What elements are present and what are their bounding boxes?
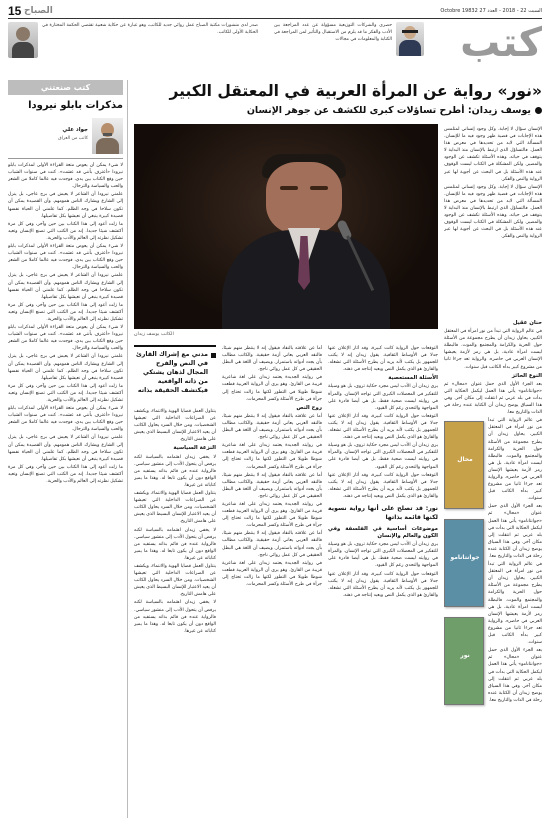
- body-paragraph: يتناول العمل قضايا الهوية والانتماء، ويكشف عن الصراعات الداخلية التي تعيشها الشخصيات. ومن خلال السرد يحاول الكاتب أن يعيد الاعتبار للإنسان البسيط الذي يعيش على هامش التاريخ.: [134, 409, 216, 443]
- subheading: موضوعات أساسية في الفلسفة وفي الكون والعالم والإنسان: [328, 525, 438, 540]
- body-paragraph: في روايته الجديدة يعتمد زيدان على لغة شاعرية قريبة من القارئ. وهو يرى أن الرواية العربية قطعت شوطا طويلا في التطور لكنها ما زالت تحتاج إلى جرأة في طرح الأسئلة وكسر المحرمات.: [222, 443, 322, 470]
- article-headline: «نور» رواية عن المرأة العربية في المعتقل الكبير: [169, 82, 542, 100]
- sidebar-author-name: جواد علي: [62, 127, 88, 133]
- body-paragraph: يرى زيدان أن الأدب ليس مجرد حكاية تروى، بل هو وسيلة للتفكير في المعضلات الكبرى التي تواجه الإنسان. والمرأة في روايته ليست ضحية فقط، بل هي أيضا قادرة على المواجهة والتحدي رغم كل القيود.: [328, 443, 438, 470]
- sidebar-paragraph: علمني نيرودا أن الشاعر لا يعيش في برج عاجي، بل ينزل إلى الشارع ويشارك الناس همومهم. وأن القصيدة يمكن أن تكون سلاحا في وجه الظلم. كما علمني أن الحياة نفسها قصيدة كبيرة ينبغي أن نعيشها بكل تفاصيلها.: [8, 192, 123, 219]
- body-paragraph: في عالم الرواية التي تبدأ من نور امرأة في المعتقل الكبير، يحاول زيدان أن يطرح مجموعة من الأسئلة حول الحرية والكرامة والمجتمع والموت. فالبطلة ليست امرأة عادية، بل هي رمز لأزمة يعيشها الإنسان العربي في حاضره. والرواية تعد جزءا ثانيا من مشروع كبير بدأه الكاتب قبل سنوات.: [444, 329, 542, 370]
- covers-text: [488, 417, 542, 717]
- sidebar-body: [8, 162, 123, 814]
- sidebar-paragraph: علمني نيرودا أن الشاعر لا يعيش في برج عاجي، بل ينزل إلى الشارع ويشارك الناس همومهم. وأن القصيدة يمكن أن تكون سلاحا في وجه الظلم. كما علمني أن الحياة نفسها قصيدة كبيرة ينبغي أن نعيشها بكل تفاصيلها.: [8, 435, 123, 462]
- body-paragraph: لا يخفي زيدان اهتمامه بالسياسة لكنه يرفض أن يتحول الأدب إلى منشور سياسي. فالرواية عنده فن قائم بذاته يستفيد من الواقع دون أن يكون تابعا له. وهذا ما يميز كتاباته عن غيرها.: [134, 527, 216, 561]
- body-paragraph: يتناول العمل قضايا الهوية والانتماء، ويكشف عن الصراعات الداخلية التي تعيشها الشخصيات. ومن خلال السرد يحاول الكاتب أن يعيد الاعتبار للإنسان البسيط الذي يعيش على هامش التاريخ.: [134, 491, 216, 525]
- sidebar-paragraph: علمني نيرودا أن الشاعر لا يعيش في برج عاجي، بل ينزل إلى الشارع ويشارك الناس همومهم. وأن القصيدة يمكن أن تكون سلاحا في وجه الظلم. كما علمني أن الحياة نفسها قصيدة كبيرة ينبغي أن نعيشها بكل تفاصيلها.: [8, 273, 123, 300]
- sidebar-paragraph: لا شيء يمكن أن يعوض متعة القراءة الأولى لمذكرات بابلو نيرودا «أعترف بأنني قد عشت». كنت في سنوات الشباب حين وقع الكتاب بين يدي، فوجدت فيه عالما كاملا من الشعر والحب والسياسة والترحال.: [8, 163, 123, 190]
- bullet-icon: [535, 107, 542, 114]
- sidebar-author-photo: [92, 118, 123, 154]
- sidebar-paragraph: علمني نيرودا أن الشاعر لا يعيش في برج عاجي، بل ينزل إلى الشارع ويشارك الناس همومهم. وأن القصيدة يمكن أن تكون سلاحا في وجه الظلم. كما علمني أن الحياة نفسها قصيدة كبيرة ينبغي أن نعيشها بكل تفاصيلها.: [8, 354, 123, 381]
- body-paragraph: يتناول العمل قضايا الهوية والانتماء، ويكشف عن الصراعات الداخلية التي تعيشها الشخصيات. ومن خلال السرد يحاول الكاتب أن يعيد الاعتبار للإنسان البسيط الذي يعيش على هامش التاريخ.: [134, 563, 216, 598]
- subheading: روح النص: [296, 404, 322, 411]
- article-photo: [134, 124, 438, 329]
- body-paragraph: يرى زيدان أن الأدب ليس مجرد حكاية تروى، بل هو وسيلة للتفكير في المعضلات الكبرى التي تواجه الإنسان. والمرأة في روايته ليست ضحية فقط، بل هي أيضا قادرة على المواجهة والتحدي رغم كل القيود.: [328, 384, 438, 411]
- body-column-3: [222, 345, 322, 818]
- brand-logo: الصباح: [24, 6, 53, 16]
- promo-right-block: [274, 22, 424, 58]
- article-subheadline-row: [134, 104, 542, 118]
- promo-right-text: حصري والشركات التوزيعية مسؤولة عن عدد المراجعة بين الأدب والفكر ما قد يلزم من الاستقبال والتأثير لمن المراجعة في الكتابة والمعلومات في مجالات: [274, 23, 392, 42]
- sidebar-paragraph: لا شيء يمكن أن يعوض متعة القراءة الأولى لمذكرات بابلو نيرودا «أعترف بأنني قد عشت». كنت في سنوات الشباب حين وقع الكتاب بين يدي، فوجدت فيه عالما كاملا من الشعر والحب والسياسة والترحال.: [8, 244, 123, 271]
- book-covers: [444, 421, 484, 711]
- pull-quote-text: مدني مع إشراك القارئ في النص والفرح المجال لذهان يشتكي من ذاته الواقعية فيكتشف الحقيقة بذاته: [135, 351, 208, 394]
- sidebar-paragraph: لا شيء يمكن أن يعوض متعة القراءة الأولى لمذكرات بابلو نيرودا «أعترف بأنني قد عشت». كنت في سنوات الشباب حين وقع الكتاب بين يدي، فوجدت فيه عالما كاملا من الشعر والحب والسياسة والترحال.: [8, 325, 123, 352]
- author-byline: حنان عقيل: [512, 320, 542, 326]
- promo-left-block: [8, 22, 258, 58]
- body-paragraph: أما عن علاقته بالنقاد فيقول إنه لا ينتظر منهم شيئا، فالنقد العربي يعاني أزمة حقيقية. والكاتب مطالب بأن يجدد أدواته باستمرار. ويضيف أن اللغة هي البطل الحقيقي في كل عمل روائي ناجح.: [222, 472, 322, 499]
- body-paragraph: بعد الجزء الأول الذي حمل عنوان «محال» ثم «جوانتانامو» يأتي هذا العمل ليكمل الحكاية التي بدأت في بلد عربي ثم انتقلت إلى مكان آخر. وفي هذا السياق يوضح زيدان أن الكتابة عنده رحلة في الذات والتاريخ معا.: [444, 381, 542, 416]
- subheading: الأسئلة المستعصية: [388, 375, 438, 382]
- subheading: النزعة السياسية: [173, 445, 216, 452]
- sidebar-paragraph: لا شيء يمكن أن يعوض متعة القراءة الأولى لمذكرات بابلو نيرودا «أعترف بأنني قد عشت». كنت في سنوات الشباب حين وقع الكتاب بين يدي، فوجدت فيه عالما كاملا من الشعر والحب والسياسة والترحال.: [8, 406, 123, 433]
- body-column-2: [328, 345, 438, 818]
- issue-line: السبت 22 - 2018 - العدد 27 Octobre 19832: [440, 8, 542, 14]
- masthead: [0, 0, 550, 76]
- body-paragraph: في روايته الجديدة يعتمد زيدان على لغة شاعرية قريبة من القارئ. وهو يرى أن الرواية العربية قطعت شوطا طويلا في التطور لكنها ما زالت تحتاج إلى جرأة في طرح الأسئلة وكسر المحرمات.: [222, 501, 322, 529]
- body-paragraph: بعد الجزء الأول الذي حمل عنوان «محال» ثم «جوانتانامو» يأتي هذا العمل ليكمل الحكاية التي بدأت في بلد عربي ثم انتقلت إلى مكان آخر. وفي هذا السياق يوضح زيدان أن الكتابة عنده رحلة في الذات والتاريخ معا.: [488, 648, 542, 703]
- intro-paragraph: الإنسان سؤال لا إجابة. وكل وجود إنساني لمتلمس هذه الإجابات في قضية ظهر وجود فيه ما للإنسان. المسألة التي لابد من تحديدها في معرض هذا العمل. فالتساؤل الذي ارتبط بالإنسان منذ البداية لا يتوقف في حياته. وهذه الأسئلة تكشف عن الوجود والمصير. ولكن المشكلة في الكتاب ليست الوقوف عند هذه الأسئلة بل في البحث عن أجوبة لها عبر الرواية والنص والفكر.: [444, 127, 542, 182]
- body-paragraph: في عالم الرواية التي تبدأ من نور امرأة في المعتقل الكبير، يحاول زيدان أن يطرح مجموعة من الأسئلة حول الحرية والكرامة والمجتمع والموت. فالبطلة ليست امرأة عادية، بل هي رمز لأزمة يعيشها الإنسان العربي في حاضره. والرواية تعد جزءا ثانيا من مشروع كبير بدأه الكاتب قبل سنوات.: [488, 562, 542, 646]
- book-cover: [444, 617, 484, 705]
- body-paragraph: التوقعات حول الرواية كانت كبيرة، وقد أثار الإعلان عنها جدلا في الأوساط الثقافية. يقول زيدان إنه لا يكتب للجمهور بل يكتب لأنه يريد أن يطرح الأسئلة التي تشغله. والقارئ هو الذي يكمل النص ويعيد إنتاجه في ذهنه.: [328, 472, 438, 499]
- body-paragraph: التوقعات حول الرواية كانت كبيرة، وقد أثار الإعلان عنها جدلا في الأوساط الثقافية. يقول زيدان إنه لا يكتب للجمهور بل يكتب لأنه يريد أن يطرح الأسئلة التي تشغله. والقارئ هو الذي يكمل النص ويعيد إنتاجه في ذهنه.: [328, 346, 438, 373]
- book-cover-title: نور: [460, 652, 470, 660]
- body-column-1: [444, 320, 542, 818]
- body-paragraph: أما عن علاقته بالنقاد فيقول إنه لا ينتظر منهم شيئا، فالنقد العربي يعاني أزمة حقيقية. والكاتب مطالب بأن يجدد أدواته باستمرار. ويضيف أن اللغة هي البطل الحقيقي في كل عمل روائي ناجح.: [222, 413, 322, 441]
- book-cover: [444, 519, 484, 607]
- body-paragraph: في عالم الرواية التي تبدأ من نور امرأة في المعتقل الكبير، يحاول زيدان أن يطرح مجموعة من الأسئلة حول الحرية والكرامة والمجتمع والموت. فالبطلة ليست امرأة عادية، بل هي رمز لأزمة يعيشها الإنسان العربي في حاضره. والرواية تعد جزءا ثانيا من مشروع كبير بدأه الكاتب قبل سنوات.: [488, 418, 542, 502]
- book-cover-title: محال: [457, 456, 473, 464]
- column-quote: نور: قد تصلح على أنها رواية نسوية لكنها قائمة بذاتها: [328, 504, 438, 521]
- article-subheadline: يوسف زيدان: أطرح تساؤلات كبرى للكشف عن جوهر الإنسان: [246, 105, 531, 116]
- sidebar-paragraph: ما زلت أعود إلى هذا الكتاب بين حين وآخر، وفي كل مرة أكتشف شيئا جديدا. إنه من الكتب التي تصنع الإنسان وتعيد تشكيل نظرته إلى العالم والأدب والحرية.: [8, 464, 123, 485]
- book-cover-title: جوانتانامو: [450, 554, 480, 562]
- body-paragraph: لا يخفي زيدان اهتمامه بالسياسة لكنه يرفض أن يتحول الأدب إلى منشور سياسي. فالرواية عنده فن قائم بذاته يستفيد من الواقع دون أن يكون تابعا له. وهذا ما يميز كتاباته عن غيرها.: [134, 454, 216, 488]
- sidebar: [8, 80, 123, 818]
- page-number: 15: [8, 4, 22, 18]
- sidebar-paragraph: ما زلت أعود إلى هذا الكتاب بين حين وآخر، وفي كل مرة أكتشف شيئا جديدا. إنه من الكتب التي تصنع الإنسان وتعيد تشكيل نظرته إلى العالم والأدب والحرية.: [8, 383, 123, 403]
- sidebar-author-role: كاتب من العراق: [58, 136, 88, 141]
- book-cover: [444, 421, 484, 509]
- sidebar-paragraph: ما زلت أعود إلى هذا الكتاب بين حين وآخر، وفي كل مرة أكتشف شيئا جديدا. إنه من الكتب التي تصنع الإنسان وتعيد تشكيل نظرته إلى العالم والأدب والحرية.: [8, 221, 123, 241]
- body-paragraph: لا يخفي زيدان اهتمامه بالسياسة لكنه يرفض أن يتحول الأدب إلى منشور سياسي. فالرواية عنده فن قائم بذاته يستفيد من الواقع دون أن يكون تابعا له. وهذا ما يميز كتاباته عن غيرها.: [134, 600, 216, 634]
- author-avatar-right: [396, 22, 424, 56]
- top-bar: [8, 4, 542, 19]
- sidebar-separator: [127, 80, 128, 818]
- sidebar-divider: [8, 158, 123, 159]
- author-avatar-left: [8, 22, 38, 58]
- sidebar-paragraph: ما زلت أعود إلى هذا الكتاب بين حين وآخر، وفي كل مرة أكتشف شيئا جديدا. إنه من الكتب التي تصنع الإنسان وتعيد تشكيل نظرته إلى العالم والأدب والحرية.: [8, 302, 123, 322]
- sidebar-header: كتب صنعتني: [8, 80, 123, 95]
- body-paragraph: يرى زيدان أن الأدب ليس مجرد حكاية تروى، بل هو وسيلة للتفكير في المعضلات الكبرى التي تواجه الإنسان. والمرأة في روايته ليست ضحية فقط، بل هي أيضا قادرة على المواجهة والتحدي رغم كل القيود.: [328, 542, 438, 569]
- body-paragraph: التوقعات حول الرواية كانت كبيرة، وقد أثار الإعلان عنها جدلا في الأوساط الثقافية. يقول زيدان إنه لا يكتب للجمهور بل يكتب لأنه يريد أن يطرح الأسئلة التي تشغله. والقارئ هو الذي يكمل النص ويعيد إنتاجه في ذهنه.: [328, 413, 438, 441]
- body-paragraph: في روايته الجديدة يعتمد زيدان على لغة شاعرية قريبة من القارئ. وهو يرى أن الرواية العربية قطعت شوطا طويلا في التطور لكنها ما زالت تحتاج إلى جرأة في طرح الأسئلة وكسر المحرمات.: [222, 560, 322, 587]
- pull-quote: [134, 345, 216, 403]
- body-paragraph: بعد الجزء الأول الذي حمل عنوان «محال» ثم «جوانتانامو» يأتي هذا العمل ليكمل الحكاية التي بدأت في بلد عربي ثم انتقلت إلى مكان آخر. وفي هذا السياق يوضح زيدان أن الكتابة عنده رحلة في الذات والتاريخ معا.: [488, 504, 542, 559]
- section-title: كتب: [460, 20, 542, 66]
- subheading: النوع الحائز: [511, 372, 542, 379]
- intro-paragraph: الإنسان سؤال لا إجابة. وكل وجود إنساني لمتلمس هذه الإجابات في قضية ظهر وجود فيه ما للإنسان. المسألة التي لابد من تحديدها في معرض هذا العمل. فالتساؤل الذي ارتبط بالإنسان منذ البداية لا يتوقف في حياته. وهذه الأسئلة تكشف عن الوجود والمصير. ولكن المشكلة في الكتاب ليست الوقوف عند هذه الأسئلة بل في البحث عن أجوبة لها عبر الرواية والنص والفكر.: [444, 184, 542, 240]
- photo-caption: الكاتب يوسف زيدان: [134, 332, 174, 337]
- intro-column: [444, 126, 542, 316]
- book-covers-block: [444, 417, 542, 717]
- body-paragraph: أما عن علاقته بالنقاد فيقول إنه لا ينتظر منهم شيئا، فالنقد العربي يعاني أزمة حقيقية. والكاتب مطالب بأن يجدد أدواته باستمرار. ويضيف أن اللغة هي البطل الحقيقي في كل عمل روائي ناجح.: [222, 531, 322, 558]
- quote-marker-icon: [211, 353, 216, 358]
- body-column-4: [134, 408, 216, 818]
- body-paragraph: في روايته الجديدة يعتمد زيدان على لغة شاعرية قريبة من القارئ. وهو يرى أن الرواية العربية قطعت شوطا طويلا في التطور لكنها ما زالت تحتاج إلى جرأة في طرح الأسئلة وكسر المحرمات.: [222, 375, 322, 402]
- sidebar-title: مذكرات بابلو نيرودا: [28, 100, 123, 111]
- body-paragraph: التوقعات حول الرواية كانت كبيرة، وقد أثار الإعلان عنها جدلا في الأوساط الثقافية. يقول زيدان إنه لا يكتب للجمهور بل يكتب لأنه يريد أن يطرح الأسئلة التي تشغله. والقارئ هو الذي يكمل النص ويعيد إنتاجه في ذهنه.: [328, 571, 438, 598]
- body-paragraph: أما عن علاقته بالنقاد فيقول إنه لا ينتظر منهم شيئا، فالنقد العربي يعاني أزمة حقيقية. والكاتب مطالب بأن يجدد أدواته باستمرار. ويضيف أن اللغة هي البطل الحقيقي في كل عمل روائي ناجح.: [222, 346, 322, 373]
- promo-left-text: صدر لدى منشورات مكتبة الصباح عمل روائي جديد للكاتب، وهو عبارة عن حكاية شعبية تقتضي الحكمة المختارة في الحكاية الأولى للكاتب.: [42, 23, 258, 35]
